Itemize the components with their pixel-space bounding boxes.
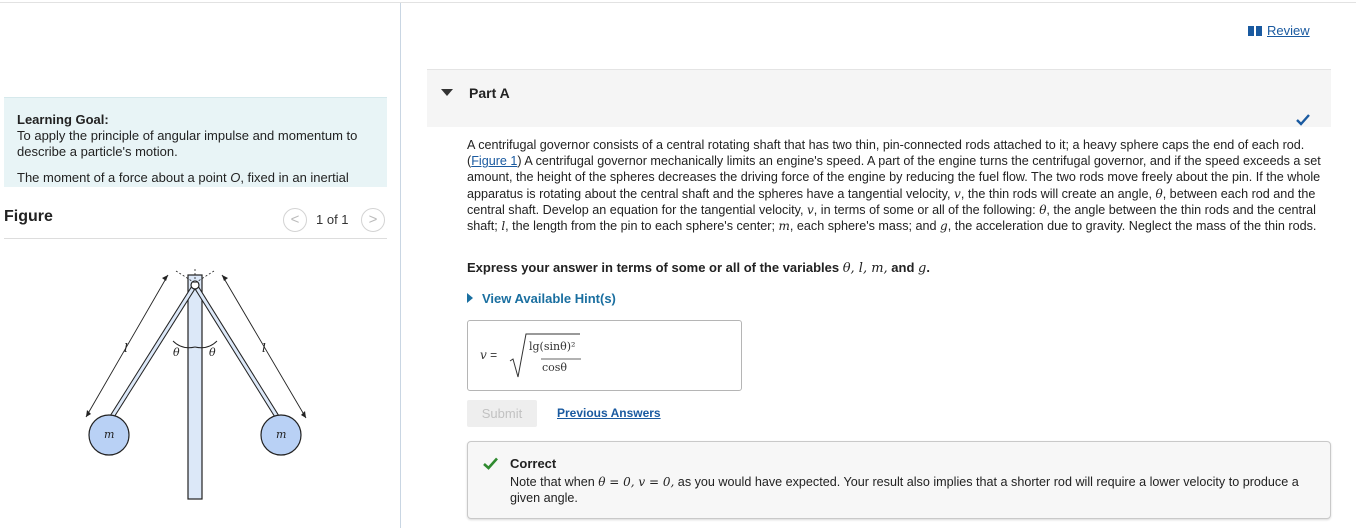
- expand-triangle-icon: [467, 293, 473, 303]
- figure-header: [4, 203, 387, 239]
- answer-lhs: v =: [480, 348, 498, 362]
- figure-counter: 1 of 1: [316, 212, 349, 227]
- governor-figure: [60, 255, 350, 510]
- view-hints-toggle[interactable]: View Available Hint(s): [467, 291, 616, 306]
- panel-divider: [400, 3, 401, 528]
- figure-prev-button[interactable]: <: [283, 208, 307, 232]
- label-l-right: l: [262, 341, 266, 355]
- check-icon: [1296, 114, 1310, 126]
- pin: [191, 281, 199, 289]
- figure-1-link[interactable]: Figure 1: [471, 154, 518, 169]
- label-m-left: m: [104, 428, 115, 441]
- answer-denominator: cosθ: [542, 361, 568, 374]
- book-icon: [1248, 26, 1262, 36]
- problem-statement: A centrifugal governor consists of a central rotating shaft that has two thin, pin-connected rods attached to it; a heavy sphere caps the end of each rod. (Figure 1) A centrifugal governor mechanically limits an engine's speed. A part of the engine turns the centrifugal governor, and if the speed exceeds a set amount, the height of the spheres decreases the driving force of the engine by reducing the fuel flow. The two rods move freely about the pin. If the whole apparatus is rotating about the central shaft and the spheres have a tangential velocity, v, the thin rods will create an angle, θ, between each rod and the central shaft. Develop an equation for the tangential velocity, v, in terms of some or all of the following: θ, the angle between the thin rods and the central shaft; l, the length from the pin to each sphere's center; m, each sphere's mass; and g, the acceleration due to gravity. Neglect the mass of the thin rods.: [467, 138, 1321, 234]
- review-label: Review: [1267, 23, 1310, 38]
- feedback-title: Correct: [510, 456, 557, 471]
- previous-answers-link[interactable]: Previous Answers: [557, 406, 661, 420]
- figure-title: Figure: [4, 208, 53, 225]
- learning-goal-text: To apply the principle of angular impulse and momentum to describe a particle's motion.: [17, 128, 358, 159]
- top-border: [0, 2, 1356, 3]
- label-theta-left: θ: [173, 346, 180, 359]
- central-shaft: [188, 275, 202, 499]
- feedback-text: Note that when θ = 0, v = 0, as you would have expected. Your result also implies that a shorter rod will require a lower velocity to produce a given angle.: [510, 475, 1299, 505]
- label-m-right: m: [276, 428, 287, 441]
- answer-numerator: lg(sinθ)²: [529, 340, 576, 353]
- submit-button[interactable]: Submit: [467, 400, 537, 427]
- figure-next-button[interactable]: >: [361, 208, 385, 232]
- part-a-title: Part A: [469, 85, 510, 101]
- answer-instructions: Express your answer in terms of some or all of the variables θ, l, m, and g.: [467, 260, 930, 276]
- collapse-caret-icon[interactable]: [441, 89, 453, 96]
- label-theta-right: θ: [209, 346, 216, 359]
- part-a-header[interactable]: [427, 69, 1331, 127]
- learning-goal-panel: [4, 97, 387, 187]
- answer-field[interactable]: [467, 320, 742, 391]
- review-link[interactable]: [1248, 23, 1310, 38]
- feedback-box: [467, 441, 1331, 519]
- label-l-left: l: [124, 341, 128, 355]
- learning-goal-title: Learning Goal:: [17, 112, 109, 127]
- learning-goal-text-2: The moment of a force about a point O, fixed in an inertial: [17, 170, 349, 185]
- correct-check-icon: [483, 457, 498, 470]
